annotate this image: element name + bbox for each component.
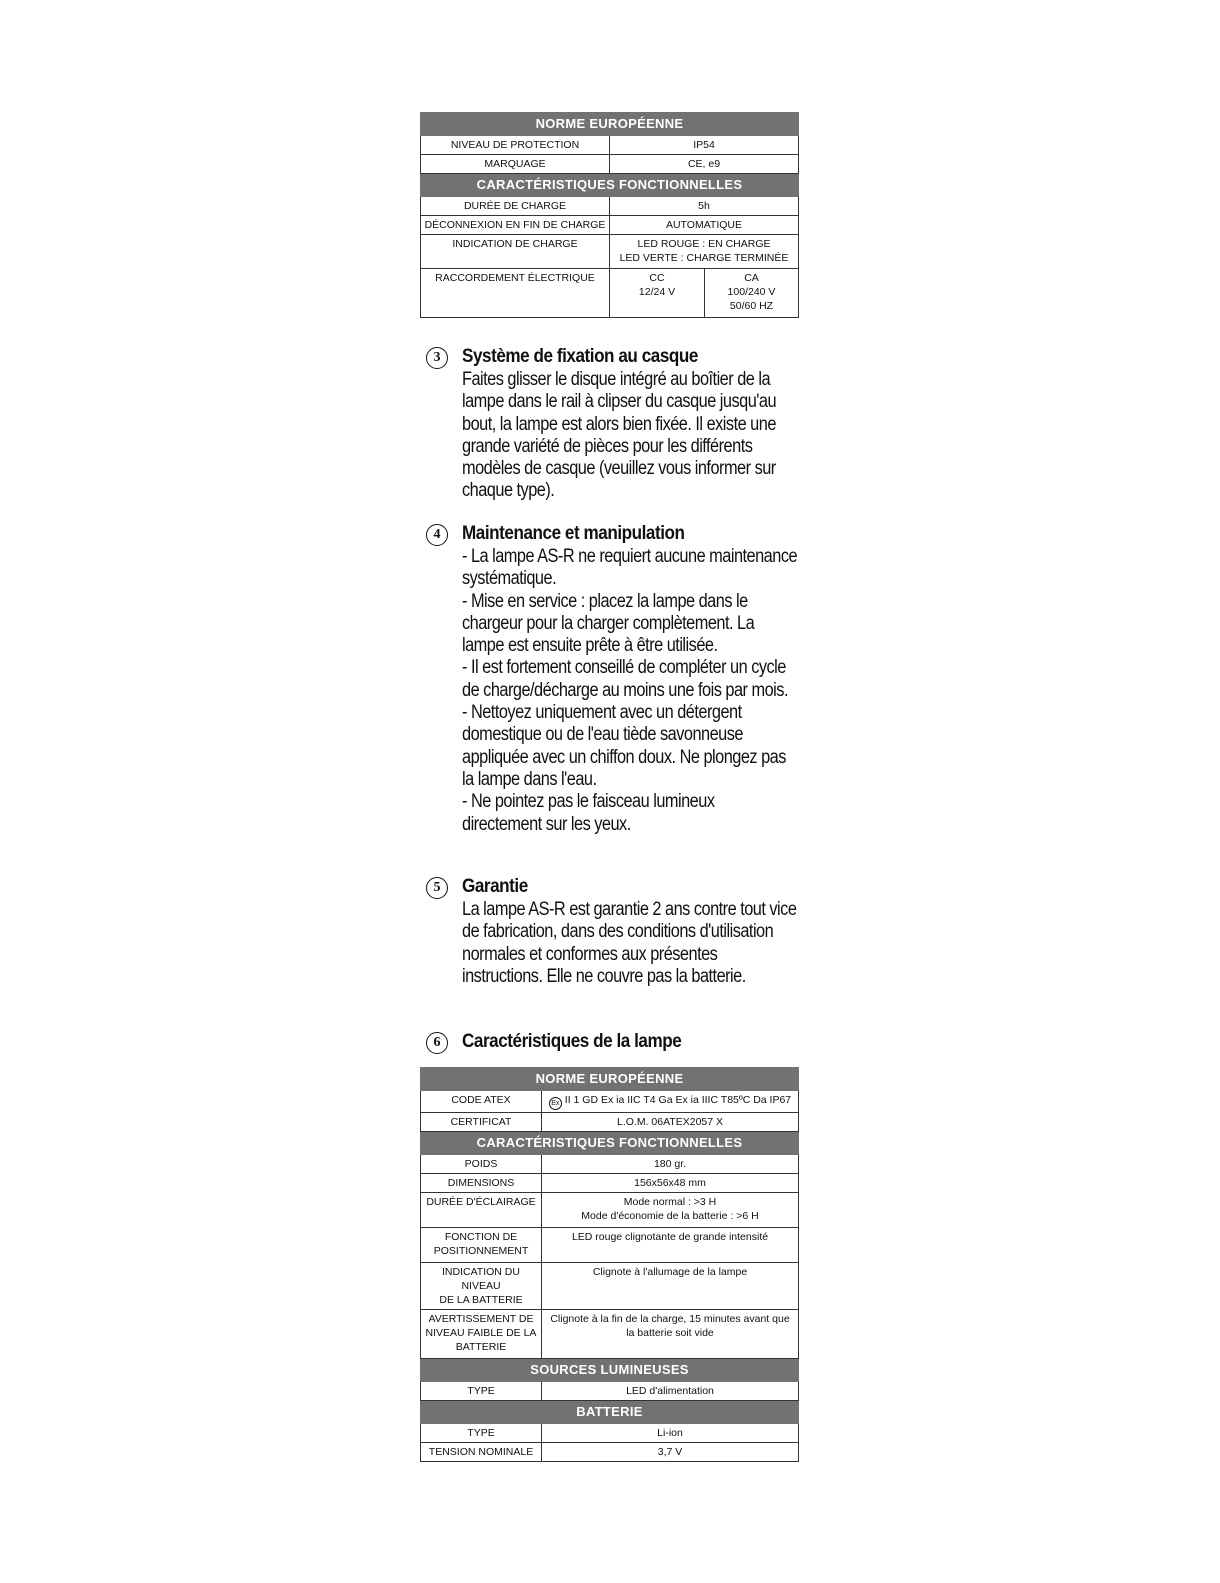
ca-cell	[705, 269, 799, 318]
row-value: CE, e9	[610, 155, 799, 174]
section-fixation	[426, 345, 796, 503]
row-label: NIVEAU DE PROTECTION	[421, 136, 610, 155]
paragraph: La lampe AS-R est garantie 2 ans contre tout vice de fabrication, dans des conditions d'utilisation normales et conformes aux présentes instructions. Elle ne couvre pas la batterie.	[462, 899, 797, 987]
table-row	[421, 1174, 799, 1193]
table-row	[421, 136, 799, 155]
table-row	[421, 197, 799, 216]
label-line: AVERTISSEMENT DE	[428, 1313, 534, 1325]
ex-icon: Ex	[549, 1097, 562, 1110]
section-number: 5	[426, 877, 448, 899]
row-label	[421, 1228, 542, 1263]
section-body	[462, 546, 797, 836]
row-label: CODE ATEX	[421, 1091, 542, 1113]
cc-value: 12/24 V	[638, 286, 676, 298]
label-line: POSITIONNEMENT	[433, 1245, 529, 1257]
label-line: INDICATION DU NIVEAU	[442, 1266, 520, 1292]
table-row	[421, 1155, 799, 1174]
table-row	[421, 1443, 799, 1462]
table-row	[421, 216, 799, 235]
row-label: POIDS	[421, 1155, 542, 1174]
value-line: Mode normal : >3 H	[623, 1196, 717, 1208]
row-label: DURÉE DE CHARGE	[421, 197, 610, 216]
table-header: BATTERIE	[421, 1401, 799, 1424]
row-value: Clignote à l'allumage de la lampe	[542, 1263, 799, 1310]
section-number: 6	[426, 1032, 448, 1054]
row-label: TYPE	[421, 1424, 542, 1443]
ca-title: CA	[744, 272, 759, 284]
value-line: LED ROUGE : EN CHARGE	[637, 238, 771, 250]
row-label: MARQUAGE	[421, 155, 610, 174]
row-value: IP54	[610, 136, 799, 155]
section-title: Caractéristiques de la lampe	[462, 1031, 682, 1052]
section-title: Garantie	[462, 876, 528, 897]
value-line: Mode d'économie de la batterie : >6 H	[581, 1210, 759, 1222]
label-line: BATTERIE	[455, 1341, 507, 1353]
table-row	[421, 1310, 799, 1359]
table-row	[421, 155, 799, 174]
section-garantie	[426, 875, 796, 988]
table-row	[421, 1091, 799, 1113]
label-line: NIVEAU FAIBLE DE LA	[425, 1327, 537, 1339]
table-header: SOURCES LUMINEUSES	[421, 1359, 799, 1382]
table-row	[421, 1263, 799, 1310]
row-label: DIMENSIONS	[421, 1174, 542, 1193]
row-label: RACCORDEMENT ÉLECTRIQUE	[421, 269, 610, 318]
table-row	[421, 1228, 799, 1263]
label-line: FONCTION DE	[444, 1231, 518, 1243]
section-title: Maintenance et manipulation	[462, 523, 685, 544]
table-row	[421, 1193, 799, 1228]
row-value	[542, 1193, 799, 1228]
value-line: Clignote à la fin de la charge, 15 minutes avant que	[550, 1313, 790, 1325]
row-label: TYPE	[421, 1382, 542, 1401]
paragraph: - La lampe AS-R ne requiert aucune maintenance systématique.	[462, 546, 798, 590]
paragraph: Faites glisser le disque intégré au boîtier de la lampe dans le rail à clipser du casque jusqu'au bout, la lampe est alors bien fixée. Il existe une grande variété de pièces pour les différents modèles de casque (veuillez vous informer sur chaque type).	[462, 369, 777, 502]
ca-value: 50/60 HZ	[729, 300, 774, 312]
row-label	[421, 1263, 542, 1310]
row-value: LED d'alimentation	[542, 1382, 799, 1401]
section-maintenance	[426, 522, 796, 836]
row-value: 180 gr.	[542, 1155, 799, 1174]
section-number: 3	[426, 347, 448, 369]
paragraph: - Nettoyez uniquement avec un détergent domestique ou de l'eau tiède savonneuse appliquée avec un chiffon doux. Ne plongez pas la lampe dans l'eau.	[462, 702, 786, 790]
section-title: Système de fixation au casque	[462, 346, 698, 367]
atex-code: II 1 GD Ex ia IIC T4 Ga Ex ia IIIC T85ºC Da IP67	[564, 1094, 792, 1106]
cc-title: CC	[649, 272, 665, 284]
row-value: AUTOMATIQUE	[610, 216, 799, 235]
table-row	[421, 269, 799, 318]
label-line: DE LA BATTERIE	[439, 1294, 523, 1306]
row-value: LED rouge clignotante de grande intensité	[542, 1228, 799, 1263]
row-label: TENSION NOMINALE	[421, 1443, 542, 1462]
value-line: LED VERTE : CHARGE TERMINÉE	[619, 252, 789, 264]
table-header: CARACTÉRISTIQUES FONCTIONNELLES	[421, 1132, 799, 1155]
row-value: L.O.M. 06ATEX2057 X	[542, 1113, 799, 1132]
row-value: 156x56x48 mm	[542, 1174, 799, 1193]
table-row	[421, 235, 799, 269]
row-value: 3,7 V	[542, 1443, 799, 1462]
row-value	[542, 1091, 799, 1113]
charger-spec-table	[420, 112, 798, 318]
section-caracteristiques	[426, 1030, 796, 1054]
section-body	[462, 369, 797, 503]
cc-cell	[610, 269, 705, 318]
row-value	[542, 1310, 799, 1359]
row-value: 5h	[610, 197, 799, 216]
lamp-spec-table	[420, 1067, 798, 1462]
table-header: CARACTÉRISTIQUES FONCTIONNELLES	[421, 174, 799, 197]
row-label: INDICATION DE CHARGE	[421, 235, 610, 269]
ca-value: 100/240 V	[727, 286, 776, 298]
table-header: NORME EUROPÉENNE	[421, 1068, 799, 1091]
section-number: 4	[426, 524, 448, 546]
value-line: la batterie soit vide	[626, 1327, 714, 1339]
paragraph: - Il est fortement conseillé de compléter un cycle de charge/décharge au moins une fois par mois.	[462, 657, 788, 701]
row-value: Li-ion	[542, 1424, 799, 1443]
paragraph: - Mise en service : placez la lampe dans le chargeur pour la charger complètement. La lampe est ensuite prête à être utilisée.	[462, 590, 755, 657]
paragraph: - Ne pointez pas le faisceau lumineux directement sur les yeux.	[462, 791, 715, 835]
row-label	[421, 1310, 542, 1359]
section-body	[462, 899, 797, 988]
table-row	[421, 1424, 799, 1443]
row-value	[610, 235, 799, 269]
table-header: NORME EUROPÉENNE	[421, 113, 799, 136]
row-label: DURÉE D'ÉCLAIRAGE	[421, 1193, 542, 1228]
row-label: DÉCONNEXION EN FIN DE CHARGE	[421, 216, 610, 235]
table-row	[421, 1113, 799, 1132]
table-row	[421, 1382, 799, 1401]
row-label: CERTIFICAT	[421, 1113, 542, 1132]
